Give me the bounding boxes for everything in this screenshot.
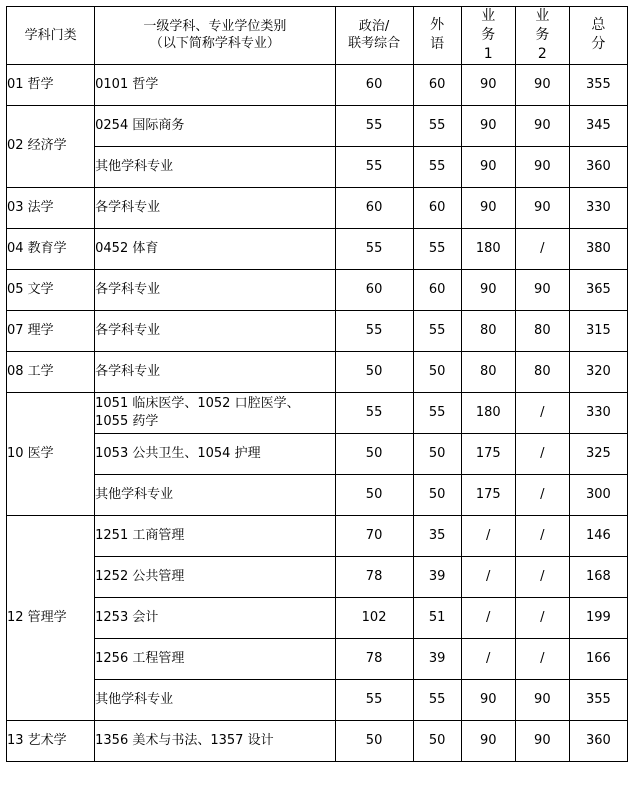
header-politics-line1: 政治/ — [358, 18, 390, 34]
cell-foreign: 39 — [413, 638, 461, 679]
cell-major — [95, 105, 335, 146]
cell-business1: / — [461, 556, 515, 597]
cell-category: 02 经济学 — [7, 105, 95, 187]
cell-business1: 180 — [461, 228, 515, 269]
cell-total: 330 — [569, 187, 627, 228]
cell-major-line: 其他学科专业 — [95, 691, 174, 707]
cell-business2: 90 — [515, 105, 569, 146]
cell-major-line: 1256 工程管理 — [95, 650, 185, 666]
cell-foreign: 51 — [413, 597, 461, 638]
table-row — [7, 474, 628, 515]
table-body — [7, 64, 628, 761]
cell-total: 360 — [569, 146, 627, 187]
header-row — [7, 7, 628, 65]
cell-business2: / — [515, 556, 569, 597]
cell-business1: / — [461, 638, 515, 679]
table-row — [7, 433, 628, 474]
admission-score-table — [6, 6, 628, 762]
cell-major — [95, 392, 335, 433]
cell-politics: 60 — [335, 269, 413, 310]
header-total-line1: 总 — [591, 17, 606, 34]
header-business2-line1: 业 — [535, 8, 550, 24]
cell-major — [95, 474, 335, 515]
header-business1-line3: 1 — [483, 45, 493, 62]
cell-business2: / — [515, 228, 569, 269]
table-row — [7, 679, 628, 720]
cell-major — [95, 64, 335, 105]
cell-major — [95, 228, 335, 269]
cell-politics: 50 — [335, 433, 413, 474]
cell-major-line: 0101 哲学 — [95, 76, 159, 92]
cell-business2: 90 — [515, 187, 569, 228]
cell-politics: 78 — [335, 556, 413, 597]
cell-business2: 80 — [515, 310, 569, 351]
cell-major-line: 1053 公共卫生、1054 护理 — [95, 445, 261, 461]
cell-business1: 80 — [461, 351, 515, 392]
cell-total: 365 — [569, 269, 627, 310]
cell-politics: 55 — [335, 228, 413, 269]
cell-total: 166 — [569, 638, 627, 679]
cell-major — [95, 187, 335, 228]
header-category: 学科门类 — [7, 7, 95, 65]
cell-business1: 175 — [461, 433, 515, 474]
cell-major — [95, 146, 335, 187]
cell-foreign: 50 — [413, 351, 461, 392]
cell-major — [95, 310, 335, 351]
cell-business2: / — [515, 474, 569, 515]
cell-foreign: 55 — [413, 105, 461, 146]
cell-total: 300 — [569, 474, 627, 515]
cell-politics: 55 — [335, 146, 413, 187]
cell-business2: / — [515, 597, 569, 638]
header-foreign — [413, 7, 461, 65]
cell-major-line: 各学科专业 — [95, 363, 161, 379]
cell-business1: 175 — [461, 474, 515, 515]
table-row — [7, 269, 628, 310]
cell-total: 355 — [569, 64, 627, 105]
cell-category: 12 管理学 — [7, 515, 95, 720]
table-row — [7, 515, 628, 556]
header-business1-line2: 务 — [481, 26, 496, 43]
cell-major — [95, 720, 335, 761]
cell-total: 320 — [569, 351, 627, 392]
cell-business1: 180 — [461, 392, 515, 433]
cell-foreign: 39 — [413, 556, 461, 597]
cell-business2: / — [515, 433, 569, 474]
header-business2-line3: 2 — [537, 45, 547, 62]
cell-business2: 90 — [515, 146, 569, 187]
cell-major — [95, 556, 335, 597]
cell-category: 01 哲学 — [7, 64, 95, 105]
cell-business1: / — [461, 515, 515, 556]
cell-politics: 78 — [335, 638, 413, 679]
cell-major — [95, 351, 335, 392]
cell-business1: 90 — [461, 105, 515, 146]
cell-business1: / — [461, 597, 515, 638]
cell-politics: 60 — [335, 187, 413, 228]
header-foreign-line2: 语 — [430, 36, 445, 53]
cell-business1: 90 — [461, 64, 515, 105]
table-row — [7, 597, 628, 638]
cell-foreign: 55 — [413, 228, 461, 269]
cell-total: 380 — [569, 228, 627, 269]
cell-foreign: 55 — [413, 392, 461, 433]
cell-total: 146 — [569, 515, 627, 556]
cell-major-line: 其他学科专业 — [95, 486, 174, 502]
cell-foreign: 60 — [413, 64, 461, 105]
table-row — [7, 187, 628, 228]
cell-business1: 90 — [461, 269, 515, 310]
cell-major — [95, 433, 335, 474]
table-row — [7, 392, 628, 433]
cell-category: 07 理学 — [7, 310, 95, 351]
header-business1-line1: 业 — [481, 8, 496, 24]
cell-total: 199 — [569, 597, 627, 638]
header-major — [95, 7, 335, 65]
table-row — [7, 720, 628, 761]
table-row — [7, 105, 628, 146]
cell-major-line: 1252 公共管理 — [95, 568, 185, 584]
cell-foreign: 50 — [413, 474, 461, 515]
cell-category: 08 工学 — [7, 351, 95, 392]
cell-major-line: 1253 会计 — [95, 609, 159, 625]
cell-major-line: 各学科专业 — [95, 199, 161, 215]
cell-foreign: 35 — [413, 515, 461, 556]
table-row — [7, 146, 628, 187]
cell-business1: 90 — [461, 679, 515, 720]
table-row — [7, 638, 628, 679]
cell-total: 355 — [569, 679, 627, 720]
header-politics — [335, 7, 413, 65]
header-business2 — [515, 7, 569, 65]
cell-major — [95, 679, 335, 720]
table-row — [7, 351, 628, 392]
table-row — [7, 556, 628, 597]
table-row — [7, 228, 628, 269]
table-row — [7, 64, 628, 105]
header-politics-line2: 联考综合 — [348, 36, 401, 52]
cell-politics: 102 — [335, 597, 413, 638]
cell-total: 360 — [569, 720, 627, 761]
cell-business2: 90 — [515, 679, 569, 720]
cell-major-line: 0254 国际商务 — [95, 117, 185, 133]
cell-politics: 50 — [335, 720, 413, 761]
cell-category: 10 医学 — [7, 392, 95, 515]
cell-foreign: 55 — [413, 310, 461, 351]
cell-business2: 80 — [515, 351, 569, 392]
cell-politics: 55 — [335, 392, 413, 433]
table-row — [7, 310, 628, 351]
cell-foreign: 60 — [413, 269, 461, 310]
header-business1 — [461, 7, 515, 65]
cell-politics: 55 — [335, 105, 413, 146]
cell-politics: 55 — [335, 310, 413, 351]
cell-major-line: 1051 临床医学、1052 口腔医学、 — [95, 396, 300, 412]
header-foreign-line1: 外 — [430, 17, 445, 34]
cell-major-line: 1251 工商管理 — [95, 527, 185, 543]
header-major-line2: （以下简称学科专业） — [149, 36, 280, 52]
cell-total: 325 — [569, 433, 627, 474]
cell-business1: 80 — [461, 310, 515, 351]
cell-foreign: 55 — [413, 146, 461, 187]
cell-politics: 50 — [335, 474, 413, 515]
cell-politics: 70 — [335, 515, 413, 556]
header-major-line1: 一级学科、专业学位类别 — [143, 18, 287, 34]
cell-category: 04 教育学 — [7, 228, 95, 269]
cell-total: 168 — [569, 556, 627, 597]
cell-major — [95, 597, 335, 638]
cell-foreign: 50 — [413, 720, 461, 761]
cell-business1: 90 — [461, 146, 515, 187]
cell-category: 03 法学 — [7, 187, 95, 228]
cell-major-line: 1356 美术与书法、1357 设计 — [95, 732, 274, 748]
cell-major-line: 0452 体育 — [95, 240, 159, 256]
cell-business2: / — [515, 515, 569, 556]
cell-foreign: 60 — [413, 187, 461, 228]
cell-foreign: 55 — [413, 679, 461, 720]
cell-business2: 90 — [515, 720, 569, 761]
cell-business2: 90 — [515, 64, 569, 105]
cell-major-line: 各学科专业 — [95, 281, 161, 297]
table-header — [7, 7, 628, 65]
cell-category: 13 艺术学 — [7, 720, 95, 761]
cell-politics: 60 — [335, 64, 413, 105]
cell-politics: 50 — [335, 351, 413, 392]
cell-foreign: 50 — [413, 433, 461, 474]
cell-major — [95, 515, 335, 556]
cell-major — [95, 638, 335, 679]
cell-major — [95, 269, 335, 310]
cell-business1: 90 — [461, 720, 515, 761]
cell-business2: / — [515, 392, 569, 433]
cell-major-line: 各学科专业 — [95, 322, 161, 338]
cell-business2: 90 — [515, 269, 569, 310]
header-total — [569, 7, 627, 65]
cell-politics: 55 — [335, 679, 413, 720]
cell-business1: 90 — [461, 187, 515, 228]
cell-total: 330 — [569, 392, 627, 433]
cell-business2: / — [515, 638, 569, 679]
cell-major-line: 1055 药学 — [95, 413, 159, 429]
header-business2-line2: 务 — [535, 26, 550, 43]
cell-category: 05 文学 — [7, 269, 95, 310]
cell-total: 315 — [569, 310, 627, 351]
header-total-line2: 分 — [591, 36, 606, 53]
cell-major-line: 其他学科专业 — [95, 158, 174, 174]
cell-total: 345 — [569, 105, 627, 146]
